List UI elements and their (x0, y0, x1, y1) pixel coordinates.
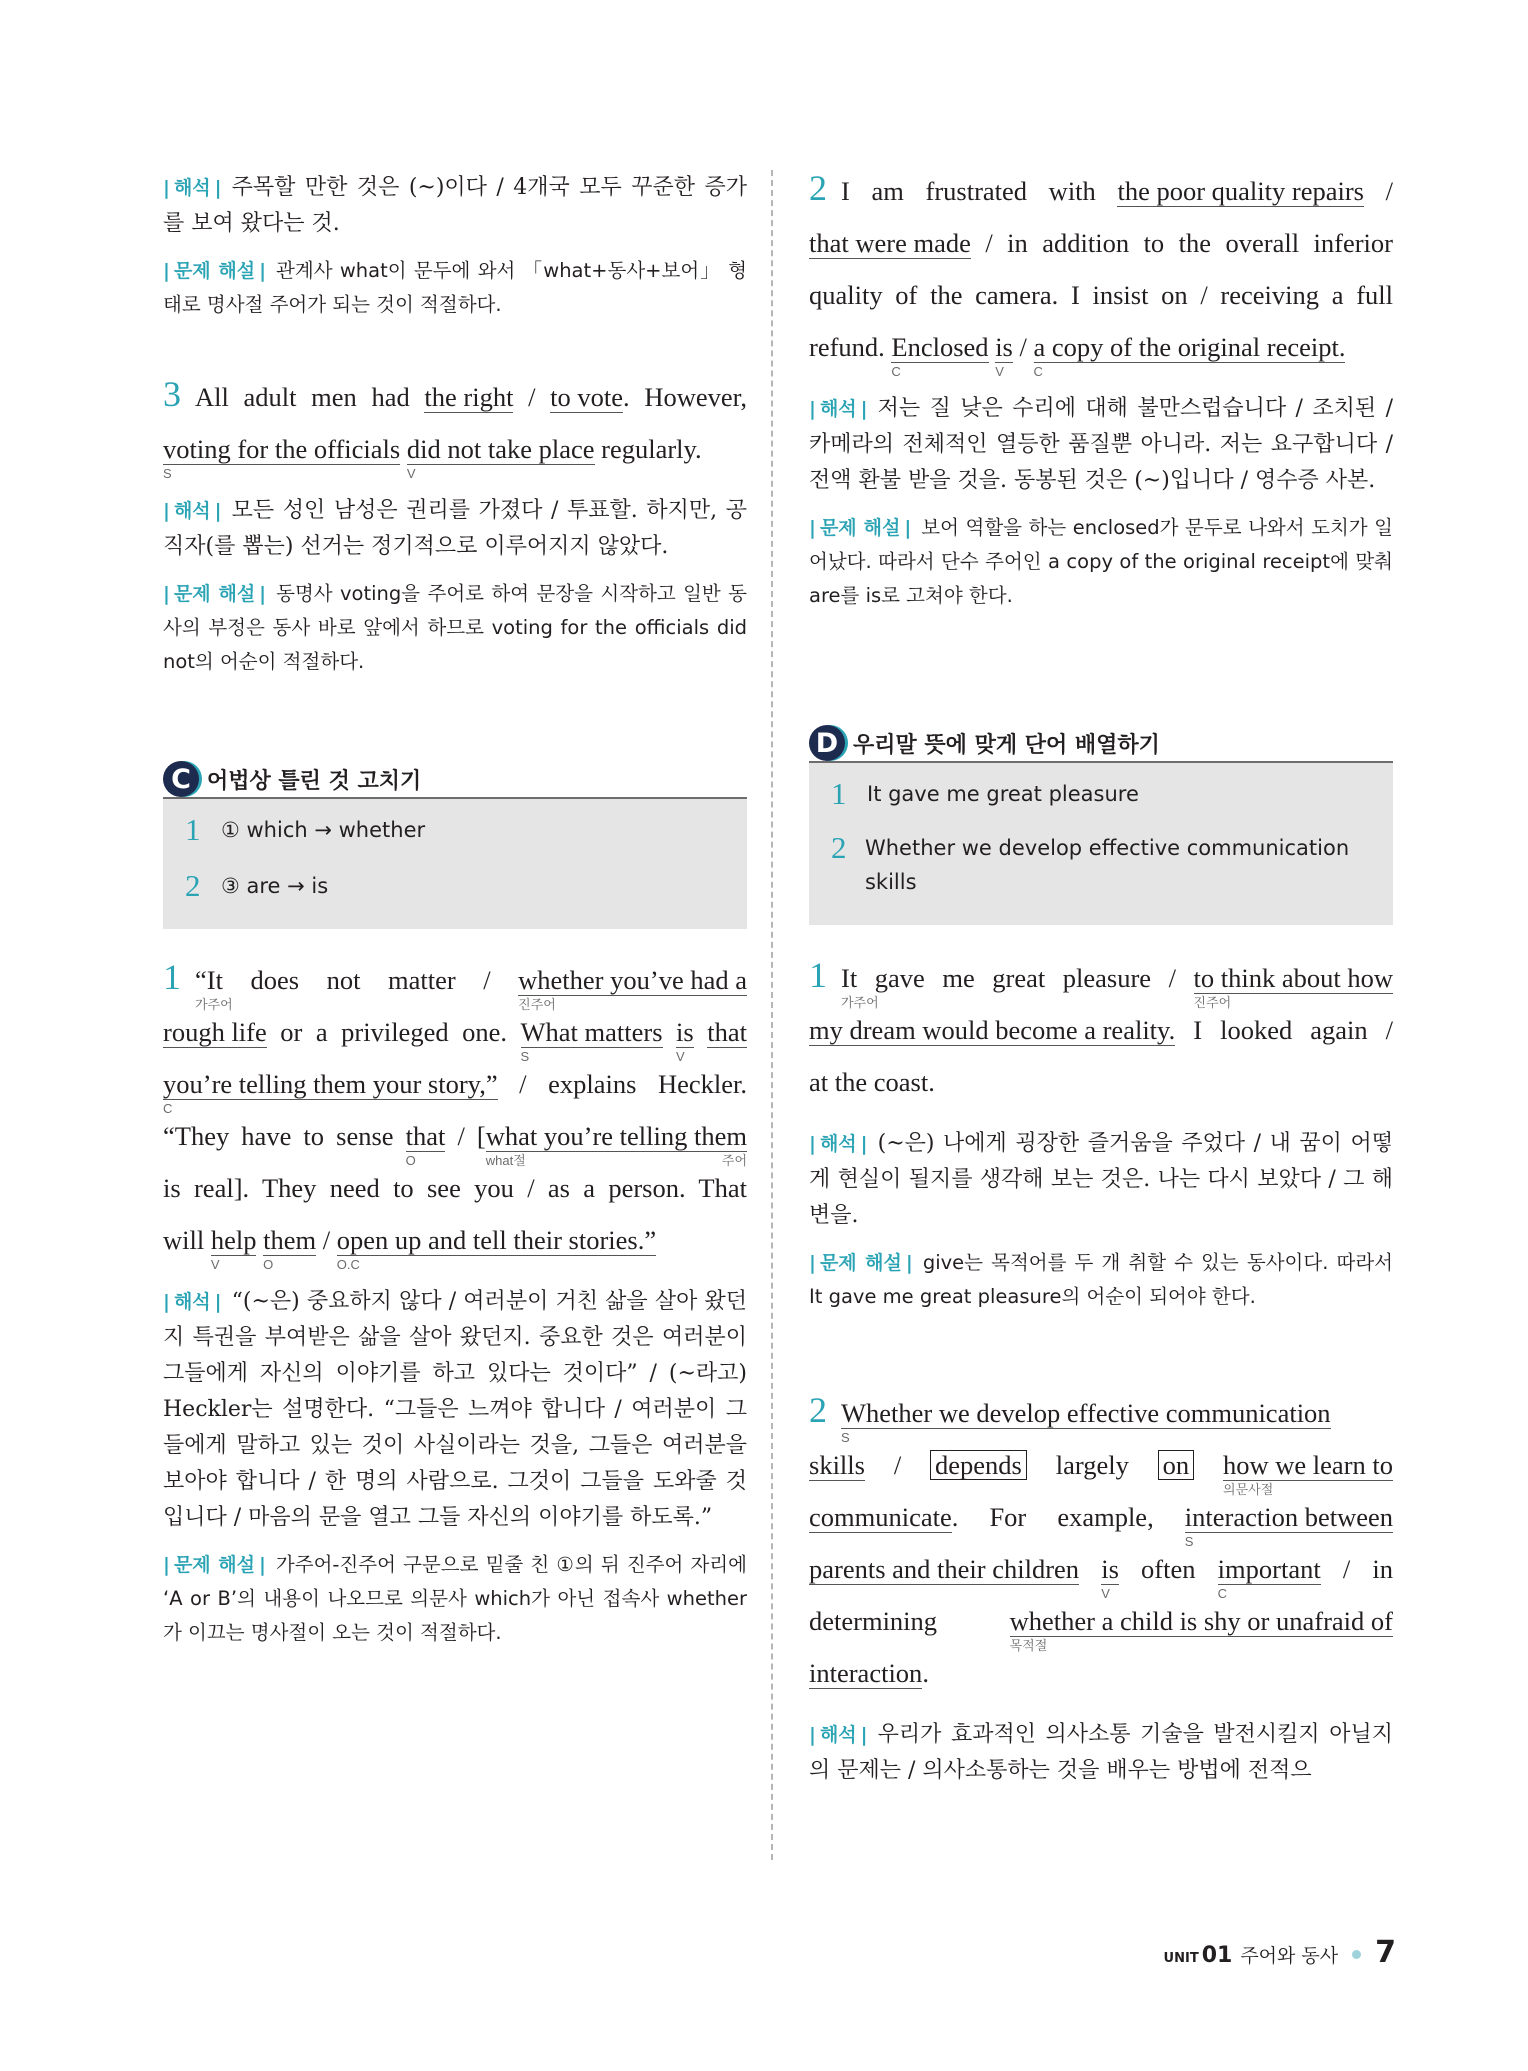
grammar-tag: V (676, 1049, 685, 1064)
phrase-text: a copy of the original receipt. (1033, 332, 1346, 362)
text-span: often (1141, 1554, 1196, 1584)
translation-block (163, 1284, 747, 1536)
phrase-text: did not take place (406, 434, 595, 464)
phrase-text: that (405, 1121, 446, 1151)
explanation-text: 가주어-진주어 구문으로 밑줄 친 ①의 뒤 진주어 자리에 ‘A or B’의 내용이 나오므로 의문사 which가 아닌 접속사 whether가 이끄는 명사절이 오는 것이 적절하다. (163, 1553, 747, 1644)
question-2 (809, 162, 1393, 613)
phrase-text: What matters (520, 1017, 663, 1047)
text-span: gave me great pleasure / (874, 963, 1176, 993)
page-number: 7 (1375, 1935, 1396, 1970)
grammar-tag: O (405, 1153, 416, 1168)
grammar-tag: S (163, 466, 172, 481)
text-span: / (893, 1450, 902, 1480)
question-1-d (809, 949, 1393, 1314)
phrase-text: the right (424, 382, 514, 412)
phrase-text: whether a child is shy or unafraid of (1009, 1606, 1393, 1636)
text-span: will (163, 1225, 205, 1255)
grammar-tag: V (1101, 1586, 1110, 1601)
text-span: determining (809, 1606, 938, 1636)
phrase-text: Whether we develop effective communication (841, 1398, 1331, 1428)
separator-dot-icon (1352, 1950, 1361, 1959)
underlined-phrase (163, 1017, 267, 1048)
grammar-tag: C (163, 1101, 173, 1116)
grammar-tag: 의문사절 (1223, 1482, 1274, 1497)
phrase-text: interaction (809, 1658, 923, 1688)
answer-item (185, 869, 725, 903)
underlined-phrase (1009, 1606, 1393, 1653)
phrase-text: how we learn to (1223, 1450, 1394, 1480)
question-2-d (809, 1384, 1393, 1789)
explanation-label: | 문제 해설 | (163, 583, 266, 605)
section-title: 우리말 뜻에 맞게 단어 배열하기 (853, 732, 1160, 758)
translation-block (163, 170, 747, 242)
sentence-line (163, 1162, 747, 1214)
question-3 (163, 368, 747, 679)
section-title: 어법상 틀린 것 고치기 (207, 768, 422, 794)
text-span: is real]. They need to see you / as a person. That (163, 1173, 747, 1203)
grammar-tag: V (210, 1257, 220, 1272)
underlined-phrase (1223, 1450, 1394, 1497)
text-span: / in (1342, 1554, 1393, 1584)
left-column (163, 170, 747, 1650)
text-span: regularly. (601, 434, 702, 464)
underlined-phrase (809, 1450, 865, 1481)
answer-text: ③ are → is (221, 874, 329, 898)
sentence-line (809, 1595, 1393, 1653)
text-span: does not matter / (250, 965, 491, 995)
sentence-line (809, 1004, 1393, 1056)
sentence-line (809, 1439, 1394, 1497)
translation-text: (~은) 나에게 굉장한 즐거움을 주었다 / 내 꿈이 어떻게 현실이 될지를 생각해 보는 것은. 나는 다시 보았다 / 그 해변을. (809, 1131, 1393, 1228)
text-span: . (922, 1658, 929, 1688)
column-divider (771, 170, 773, 1860)
underlined-phrase (163, 434, 401, 481)
sentence-line (163, 423, 747, 481)
answer-item (831, 831, 1371, 899)
sentence-line (809, 1384, 1393, 1445)
phrase-text: is (676, 1017, 694, 1047)
answer-text: ① which → whether (221, 818, 426, 842)
sentence-line (163, 1006, 747, 1064)
grammar-tag: O (263, 1257, 274, 1272)
explanation-label: | 문제 해설 | (809, 1252, 913, 1274)
sentence-line (163, 1110, 747, 1168)
text-span: refund. (809, 332, 885, 362)
question-1 (163, 951, 747, 1650)
phrase-text: communicate (809, 1502, 952, 1532)
underlined-phrase (995, 332, 1013, 379)
text-span: largely (1055, 1450, 1129, 1480)
phrase-text: parents and their children (809, 1554, 1080, 1584)
phrase-text: is (1101, 1554, 1119, 1584)
underlined-phrase (809, 1502, 952, 1533)
grammar-tag: 목적절 (1009, 1638, 1048, 1653)
grammar-tag: S (841, 1430, 850, 1445)
answer-number: 2 (831, 830, 847, 865)
translation-label: | 해석 | (809, 1133, 868, 1155)
answer-number: 2 (185, 868, 201, 903)
grammar-tag: S (520, 1049, 530, 1064)
sentence-line (809, 269, 1393, 321)
question-number: 3 (163, 374, 181, 414)
phrase-text: them (263, 1225, 317, 1255)
underlined-phrase (1193, 963, 1394, 1010)
sentence-line (809, 1056, 1393, 1108)
explanation-label: | 문제 해설 | (163, 260, 266, 282)
underlined-phrase (809, 1554, 1079, 1585)
question-number: 2 (809, 168, 827, 208)
section-d (809, 725, 1393, 925)
grammar-tag: C (1033, 364, 1043, 379)
answer-number: 1 (185, 812, 201, 847)
sentence-line (163, 1214, 747, 1272)
translation-block (809, 1717, 1393, 1789)
boxed-word: depends (930, 1450, 1027, 1480)
text-span: All adult men had (195, 382, 410, 412)
question-number: 2 (809, 1390, 827, 1430)
underlined-phrase (424, 382, 513, 413)
answer-text: Whether we develop effective communication skills (864, 836, 1350, 894)
underlined-phrase (809, 1015, 1175, 1046)
answer-text: It gave me great pleasure (867, 782, 1139, 806)
phrase-text: “It (195, 965, 223, 995)
explanation-text: 동명사 voting을 주어로 하여 문장을 시작하고 일반 동사의 부정은 동사 바로 앞에서 하므로 voting for the officials did not의 어순이 적절하다. (163, 582, 747, 673)
grammar-tag: C (1217, 1586, 1228, 1601)
translation-block (809, 391, 1393, 499)
underlined-phrase (1184, 1502, 1393, 1549)
answer-number: 1 (831, 776, 847, 811)
underlined-phrase (1101, 1554, 1119, 1601)
text-span: / (1019, 332, 1027, 362)
explanation-block (163, 254, 747, 322)
text-span: / in addition to the overall inferior (985, 228, 1393, 258)
tagged-phrase (841, 963, 879, 1010)
tagged-phrase (195, 965, 233, 1012)
translation-text: “(~은) 중요하지 않다 / 여러분이 거친 삶을 살아 왔던지 특권을 부여받은 삶을 살아 왔던지. 중요한 것은 여러분이 그들에게 자신의 이야기를 하고 있다는 것이다” / (~라고) Heckler는 설명한다. “그들은 느껴야 합니다 / 여러분이 그들에게 말하고 있는 것이 사실이라는 것을, 그들은 여러분을 보아야 합니다 / 한 명의 사람으로. 그것이 그들을 도와줄 것입니다 / 마음의 문을 열고 그들 자신의 이야기를 하도록.” (163, 1289, 747, 1530)
phrase-text: Enclosed (891, 332, 989, 362)
underlined-phrase (841, 1398, 1331, 1445)
translation-label: | 해석 | (163, 1291, 222, 1313)
text-span: . However, (623, 382, 748, 412)
sentence-line (163, 1058, 747, 1116)
text-span: I am frustrated with (841, 176, 1096, 206)
phrase-text: important (1217, 1554, 1321, 1584)
translation-text: 우리가 효과적인 의사소통 기술을 발전시킬지 아닐지의 문제는 / 의사소통하는 것을 배우는 방법에 전적으 (809, 1722, 1393, 1783)
underlined-phrase (336, 1225, 657, 1272)
answer-box (809, 761, 1393, 925)
explanation-text: 관계사 what이 문두에 와서 「what+동사+보어」 형태로 명사절 주어가 되는 것이 적절하다. (163, 259, 748, 316)
text-span: / explains Heckler. (519, 1069, 747, 1099)
right-column (809, 170, 1393, 1789)
explanation-label: | 문제 해설 | (809, 517, 911, 539)
explanation-block (163, 577, 747, 679)
text-span: “They have to sense (163, 1121, 394, 1151)
underlined-phrase (676, 1017, 694, 1064)
grammar-tag: what절 주어 (485, 1153, 747, 1168)
phrase-text: that (707, 1017, 747, 1047)
underlined-phrase (707, 1017, 747, 1048)
phrase-text: whether you’ve had a (518, 965, 747, 995)
underlined-phrase (210, 1225, 257, 1272)
phrase-text: my dream would become a reality. (809, 1015, 1176, 1045)
grammar-tag: 가주어 (841, 995, 879, 1010)
answer-item (185, 813, 725, 847)
translation-block (809, 1126, 1393, 1234)
phrase-text: interaction between (1184, 1502, 1393, 1532)
phrase-text: It (841, 963, 858, 993)
section-c (163, 761, 747, 929)
underlined-phrase (485, 1121, 747, 1168)
explanation-block (809, 511, 1393, 613)
underlined-phrase (406, 434, 595, 481)
phrase-text: that were made (809, 228, 971, 258)
translation-label: | 해석 | (163, 177, 222, 199)
underlined-phrase (809, 1658, 922, 1689)
phrase-text: voting for the officials (163, 434, 401, 464)
sentence-line (809, 1543, 1393, 1601)
translation-text: 모든 성인 남성은 권리를 가졌다 / 투표할. 하지만, 공직자(를 뽑는) 선거는 정기적으로 이루어지지 않았다. (163, 498, 747, 559)
explanation-block (163, 1548, 747, 1650)
text-span: / [ (457, 1121, 486, 1151)
unit-number: 01 (1201, 1943, 1233, 1968)
text-span: / (1385, 176, 1394, 206)
sentence-line (809, 321, 1393, 379)
underlined-phrase (809, 228, 971, 259)
grammar-tag: 진주어 (518, 997, 556, 1012)
translation-text: 저는 질 낮은 수리에 대해 불만스럽습니다 / 조치된 / 카메라의 전체적인 열등한 품질뿐 아니라. 저는 요구합니다 / 전액 환불 받을 것을. 동봉된 것은 (~)입니다 / 영수증 사본. (809, 396, 1393, 493)
question-number: 1 (809, 955, 827, 995)
underlined-phrase (520, 1017, 663, 1064)
phrase-text: to think about how (1193, 963, 1394, 993)
section-d-icon: D (809, 725, 845, 761)
phrase-text: rough life (163, 1017, 267, 1047)
grammar-tag: 진주어 (1193, 995, 1232, 1010)
phrase-text: is (995, 332, 1013, 362)
sentence-line (809, 1647, 1393, 1699)
grammar-tag: O.C (336, 1257, 360, 1272)
text-span: / (322, 1225, 331, 1255)
text-span: I looked again / (1193, 1015, 1394, 1045)
boxed-word: on (1158, 1450, 1195, 1480)
sentence-line (163, 951, 747, 1012)
phrase-text: help (210, 1225, 257, 1255)
phrase-text: to vote (550, 382, 624, 412)
explanation-label: | 문제 해설 | (163, 1554, 266, 1576)
phrase-text: you’re telling them your story,” (163, 1069, 498, 1099)
answer-box (163, 797, 747, 929)
grammar-tag: S (1184, 1534, 1194, 1549)
sentence-line (809, 162, 1393, 217)
text-span: at the coast. (809, 1067, 935, 1097)
phrase-text: open up and tell their stories.” (336, 1225, 657, 1255)
phrase-text: skills (809, 1450, 865, 1480)
underlined-phrase (1033, 332, 1346, 379)
grammar-tag: C (891, 364, 901, 379)
underlined-phrase (1217, 1554, 1321, 1601)
text-span: or a privileged one. (280, 1017, 507, 1047)
underlined-phrase (518, 965, 747, 1012)
underlined-phrase (163, 1069, 498, 1116)
sentence-line (809, 1491, 1393, 1549)
section-c-icon: C (163, 761, 199, 797)
sentence-line (809, 217, 1393, 269)
translation-label: | 해석 | (163, 500, 222, 522)
translation-block (163, 493, 747, 565)
underlined-phrase (891, 332, 989, 379)
grammar-tag: V (995, 364, 1004, 379)
section-header (163, 761, 747, 797)
phrase-text: the poor quality repairs (1117, 176, 1364, 206)
question-number: 1 (163, 957, 181, 997)
underlined-phrase (263, 1225, 317, 1272)
explanation-text: give는 목적어를 두 개 취할 수 있는 동사이다. 따라서 It gave me great pleasure의 어순이 되어야 한다. (809, 1251, 1394, 1308)
grammar-tag: V (406, 466, 416, 481)
translation-text: 주목할 만한 것은 (~)이다 / 4개국 모두 꾸준한 증가를 보여 왔다는 것. (163, 175, 747, 236)
unit-title: 주어와 동사 (1240, 1945, 1339, 1967)
text-span: quality of the camera. I insist on / receiving a full (809, 280, 1393, 310)
translation-label: | 해석 | (809, 1724, 868, 1746)
sentence-line (809, 949, 1394, 1010)
sentence-line (163, 368, 747, 423)
section-header (809, 725, 1393, 761)
underlined-phrase (405, 1121, 446, 1168)
underlined-phrase (550, 382, 623, 413)
unit-label: UNIT (1163, 1951, 1199, 1966)
text-span: . For example, (951, 1502, 1154, 1532)
phrase-text: what you’re telling them (485, 1121, 747, 1151)
explanation-text: 보어 역할을 하는 enclosed가 문두로 나와서 도치가 일어났다. 따라서 단수 주어인 a copy of the original receipt에 맞춰 are를 is로 고쳐야 한다. (809, 516, 1394, 607)
underlined-phrase (1117, 176, 1364, 207)
grammar-tag: 가주어 (195, 997, 233, 1012)
translation-label: | 해석 | (809, 398, 868, 420)
explanation-block (809, 1246, 1393, 1314)
answer-item (831, 777, 1371, 811)
text-span: / (528, 382, 536, 412)
page-footer (1164, 1935, 1396, 1970)
